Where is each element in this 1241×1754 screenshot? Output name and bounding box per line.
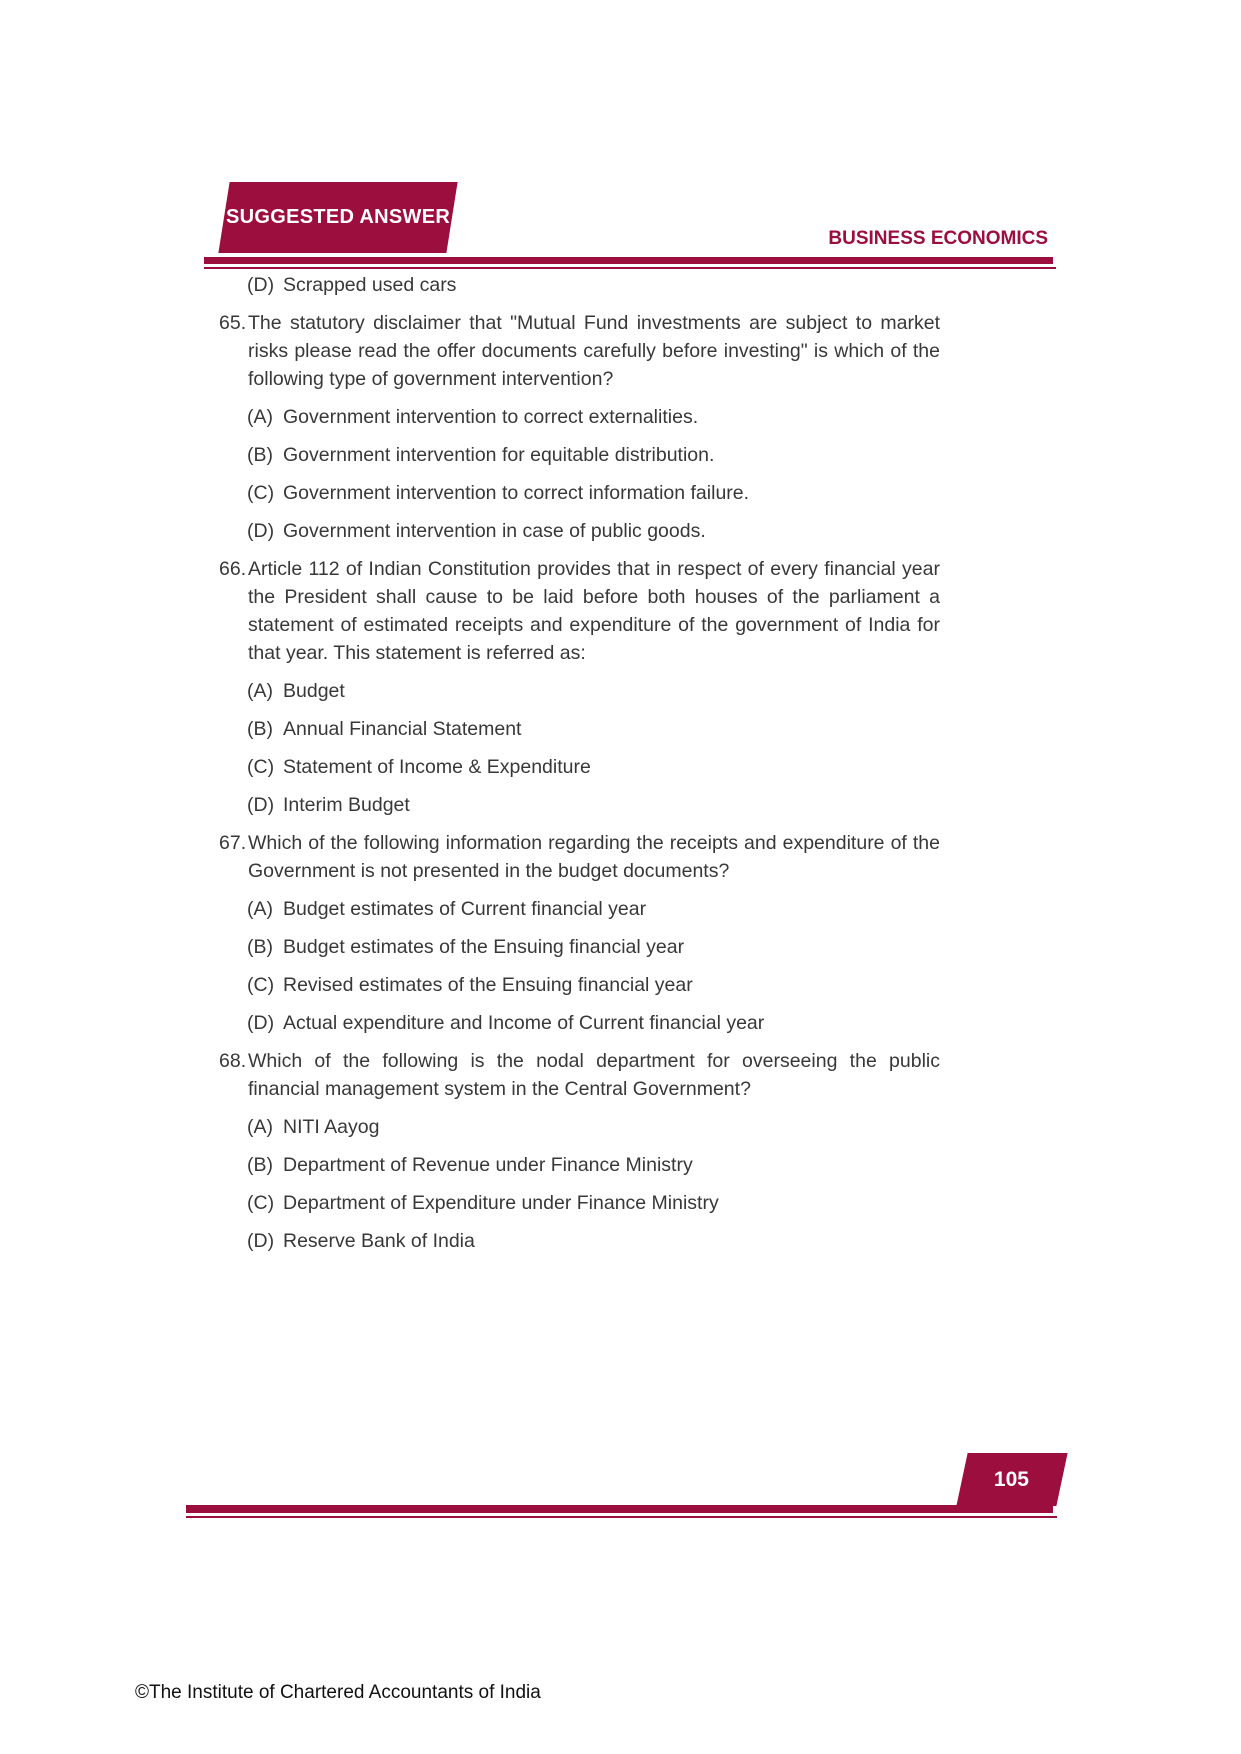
lead-answer-option (247, 271, 940, 299)
question-text: The statutory disclaimer that "Mutual Fund investments are subject to market risks please read the offer documents carefully before investing" is which of the following type of government intervention? (248, 312, 940, 390)
answer-option (247, 895, 940, 923)
option-text: Department of Expenditure under Finance Ministry (283, 1192, 719, 1214)
answer-option (247, 403, 940, 431)
option-text: NITI Aayog (283, 1116, 380, 1138)
option-text: Revised estimates of the Ensuing financial year (283, 974, 693, 996)
option-text: Interim Budget (283, 794, 410, 816)
answer-option (247, 441, 940, 469)
option-text: Government intervention to correct externalities. (283, 406, 699, 428)
suggested-answer-banner (218, 182, 457, 253)
option-text: Reserve Bank of India (283, 1230, 475, 1252)
question-number: 65. (219, 312, 247, 334)
footer-rule-thin (186, 1516, 1057, 1518)
question-text: Which of the following is the nodal department for overseeing the public financial management system in the Central Government? (248, 1050, 940, 1100)
question-item (219, 309, 940, 393)
option-label: (A) (247, 898, 273, 920)
option-label: (D) (247, 1012, 275, 1034)
option-label: (D) (247, 520, 275, 542)
option-text: Government intervention in case of public goods. (283, 520, 706, 542)
option-label: (B) (247, 936, 273, 958)
option-label: (B) (247, 1154, 273, 1176)
option-label: (B) (247, 444, 273, 466)
option-label: (C) (247, 974, 275, 996)
page-number: 105 (994, 1467, 1030, 1491)
question-item (219, 555, 940, 667)
question-number: 68. (219, 1050, 247, 1072)
option-text: Department of Revenue under Finance Ministry (283, 1154, 693, 1176)
footer-rule-thick (186, 1505, 1053, 1513)
answer-option (247, 1227, 940, 1255)
option-label: (A) (247, 406, 273, 428)
option-text: Annual Financial Statement (283, 718, 522, 740)
option-text: Government intervention to correct information failure. (283, 482, 750, 504)
page-number-badge (956, 1453, 1067, 1506)
question-text: Article 112 of Indian Constitution provides that in respect of every financial year the President shall cause to be laid before both houses of the parliament a statement of estimated receipts and expenditure of the government of India for that year. This statement is referred as: (248, 558, 940, 664)
question-number: 67. (219, 832, 247, 854)
option-text: Government intervention for equitable distribution. (283, 444, 715, 466)
answer-option (247, 1151, 940, 1179)
option-label: (B) (247, 718, 273, 740)
option-text: Budget estimates of the Ensuing financial year (283, 936, 685, 958)
option-label: (D) (247, 274, 275, 296)
answer-option (247, 753, 940, 781)
option-label: (C) (247, 482, 275, 504)
question-number: 66. (219, 558, 247, 580)
answer-option (247, 1009, 940, 1037)
subject-title: BUSINESS ECONOMICS (828, 228, 1048, 249)
option-text: Budget (283, 680, 345, 702)
option-text: Actual expenditure and Income of Current financial year (283, 1012, 765, 1034)
answer-option (247, 715, 940, 743)
answer-option (247, 1113, 940, 1141)
option-label: (D) (247, 1230, 275, 1252)
answer-option (247, 479, 940, 507)
answer-option (247, 677, 940, 705)
option-label: (A) (247, 680, 273, 702)
answer-option (247, 1189, 940, 1217)
answer-option (247, 517, 940, 545)
banner-label: SUGGESTED ANSWER (225, 206, 451, 228)
answer-option (247, 971, 940, 999)
option-label: (A) (247, 1116, 273, 1138)
option-text: Budget estimates of Current financial year (283, 898, 647, 920)
question-text: Which of the following information regarding the receipts and expenditure of the Government is not presented in the budget documents? (248, 832, 940, 882)
question-item (219, 1047, 940, 1103)
questions-content (219, 271, 940, 1265)
option-text: Statement of Income & Expenditure (283, 756, 591, 778)
answer-option (247, 933, 940, 961)
option-label: (C) (247, 1192, 275, 1214)
answer-option (247, 791, 940, 819)
header-rule-thick (204, 257, 1053, 264)
option-text: Scrapped used cars (283, 274, 457, 296)
option-label: (D) (247, 794, 275, 816)
header-rule-thin (204, 267, 1056, 269)
question-item (219, 829, 940, 885)
option-label: (C) (247, 756, 275, 778)
copyright-notice: ©The Institute of Chartered Accountants of India (135, 1682, 541, 1703)
